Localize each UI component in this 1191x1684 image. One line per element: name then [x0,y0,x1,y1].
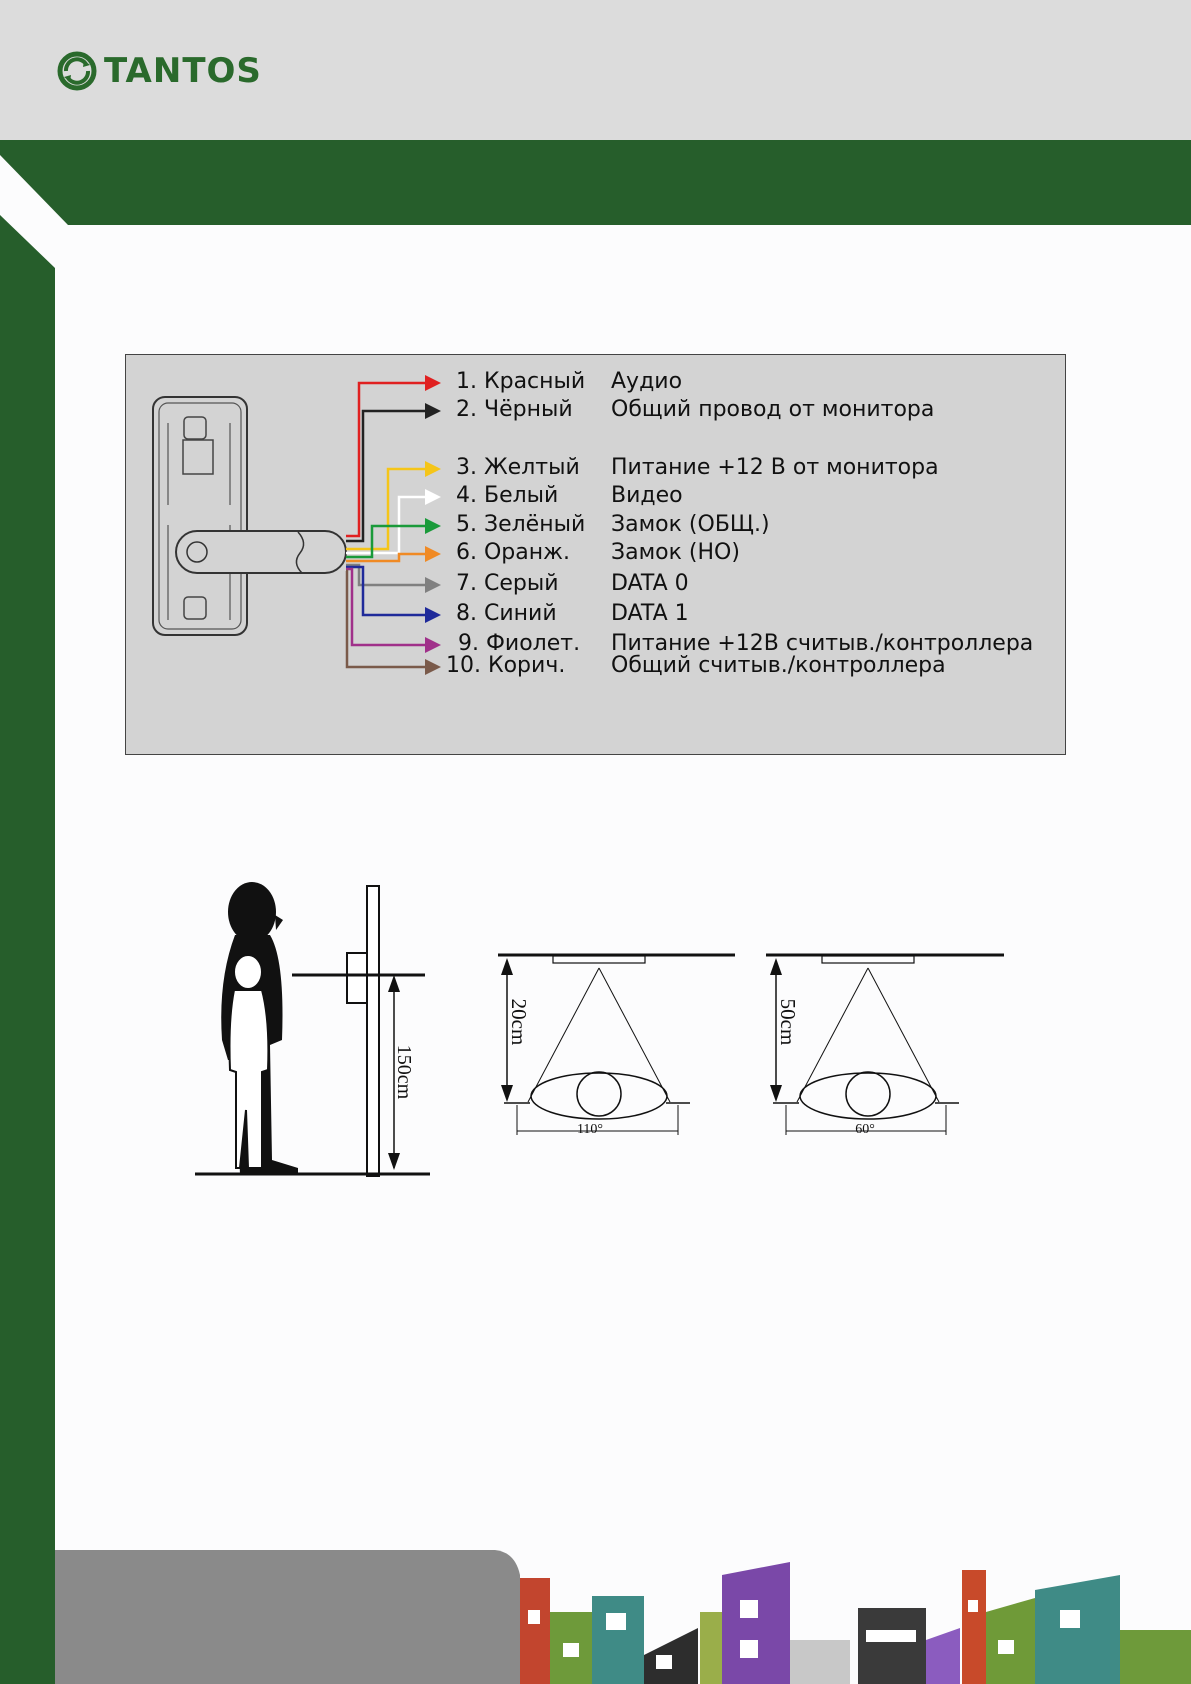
wire-name: 5. Зелёный [456,512,586,537]
wire-function: Замок (ОБЩ.) [611,512,770,537]
wire-name: 1. Красный [456,369,586,394]
wire-name: 2. Чёрный [456,397,573,422]
mount-height-label: 150cm [393,1044,415,1100]
distance-label-1: 20cm [507,998,531,1046]
distance-label-2: 50cm [776,998,800,1046]
angle-label-1: 110° [576,1122,604,1137]
wire-name: 8. Синий [456,601,557,626]
wire-function: Питание +12 В от монитора [611,455,939,480]
wire-function: Замок (НО) [611,540,740,565]
wire-name: 9. Фиолет. [458,631,581,656]
wire-function: Питание +12В считыв./контроллера [611,631,1034,656]
wire-name: 10. Корич. [446,653,566,678]
wire-function: Общий считыв./контроллера [611,653,946,678]
wire-function: Видео [611,483,683,508]
angle-label-2: 60° [855,1122,875,1137]
wire-name: 7. Серый [456,571,559,596]
wire-name: 6. Оранж. [456,540,570,565]
wire-function: DATA 1 [611,601,689,626]
brand-name: TANTOS [104,51,262,91]
wire-function: Аудио [611,369,683,394]
wire-function: Общий провод от монитора [611,397,935,422]
wire-function: DATA 0 [611,571,689,596]
wire-name: 3. Желтый [456,455,580,480]
wire-name: 4. Белый [456,483,559,508]
